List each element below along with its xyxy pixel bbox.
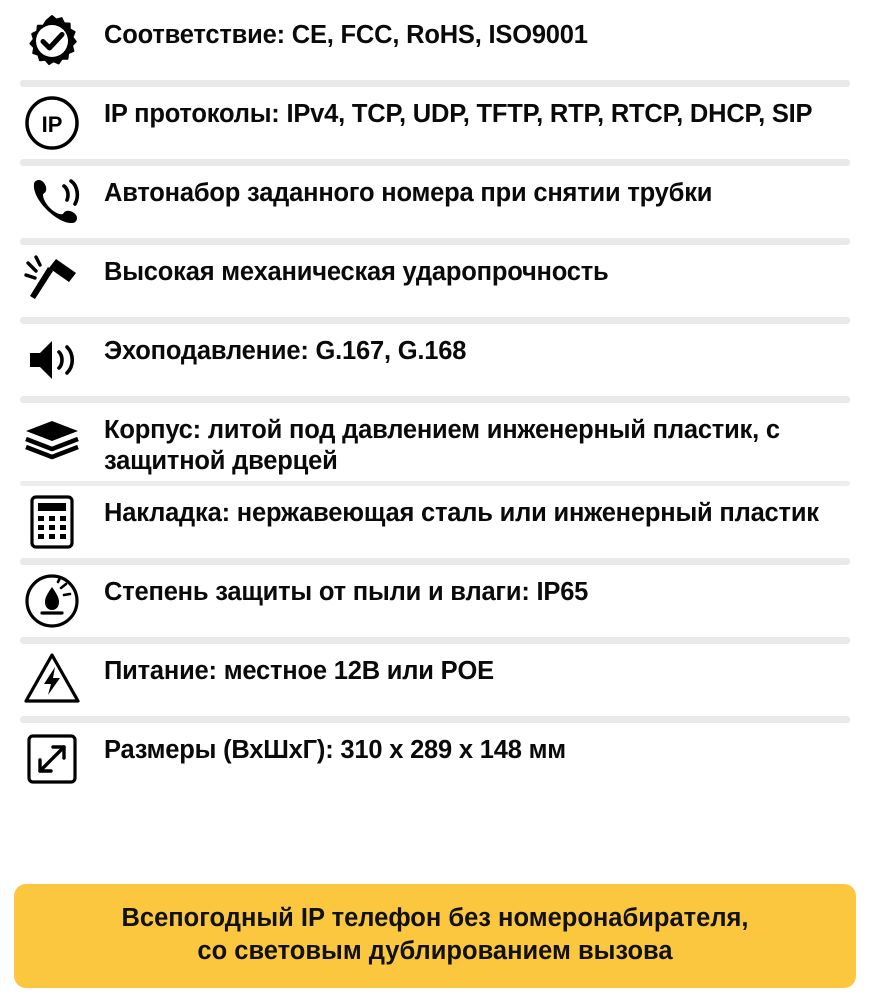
svg-text:IP: IP — [41, 112, 63, 137]
spec-text: Питание: местное 12В или POE — [104, 657, 494, 686]
spec-row — [14, 405, 856, 479]
divider — [20, 558, 850, 565]
spec-row — [14, 646, 856, 714]
divider — [20, 317, 850, 324]
spec-list — [14, 10, 856, 793]
ringing-handset-icon — [14, 170, 90, 234]
hammer-impact-icon — [14, 249, 90, 313]
speaker-sound-icon — [14, 328, 90, 392]
spec-text: Эхоподавление: G.167, G.168 — [104, 337, 467, 365]
spec-text: Автонабор заданного номера при снятии трубки — [104, 179, 713, 207]
spec-text: Степень защиты от пыли и влаги: IP65 — [104, 578, 589, 607]
dust-water-protection-icon — [14, 569, 90, 633]
divider — [20, 481, 850, 486]
ip-circle-icon — [14, 91, 90, 155]
footer-banner — [14, 884, 856, 988]
spec-text: Соответствие: CE, FCC, RoHS, ISO9001 — [104, 21, 588, 49]
keypad-icon — [14, 490, 90, 554]
dimensions-arrows-icon — [14, 727, 90, 791]
spec-row — [14, 89, 856, 157]
divider — [20, 80, 850, 87]
spec-text: Накладка: нержавеющая сталь или инженерный пластик — [104, 499, 819, 528]
high-voltage-triangle-icon — [14, 648, 90, 712]
spec-row — [14, 326, 856, 394]
divider — [20, 716, 850, 723]
spec-text: Корпус: литой под давлением инженерный пластик, с защитной дверцей — [104, 416, 780, 476]
spec-row — [14, 247, 856, 315]
spec-row — [14, 10, 856, 78]
layers-icon — [14, 407, 90, 471]
spec-row — [14, 567, 856, 635]
divider — [20, 637, 850, 644]
divider — [20, 238, 850, 245]
spec-row — [14, 168, 856, 236]
spec-text: IP протоколы: IPv4, TCP, UDP, TFTP, RTP, RTCP, DHCP, SIP — [104, 100, 813, 128]
spec-text: Размеры (ВхШхГ): 310 x 289 x 148 мм — [104, 736, 566, 765]
divider — [20, 396, 850, 403]
spec-row — [14, 725, 856, 793]
spec-row — [14, 488, 856, 556]
divider — [20, 159, 850, 166]
spec-text: Высокая механическая ударопрочность — [104, 258, 609, 286]
footer-line-2: со световым дублированием вызова — [197, 936, 673, 965]
certified-badge-icon — [14, 12, 90, 76]
footer-line-1: Всепогодный IP телефон без номеронабирателя, — [121, 903, 749, 932]
